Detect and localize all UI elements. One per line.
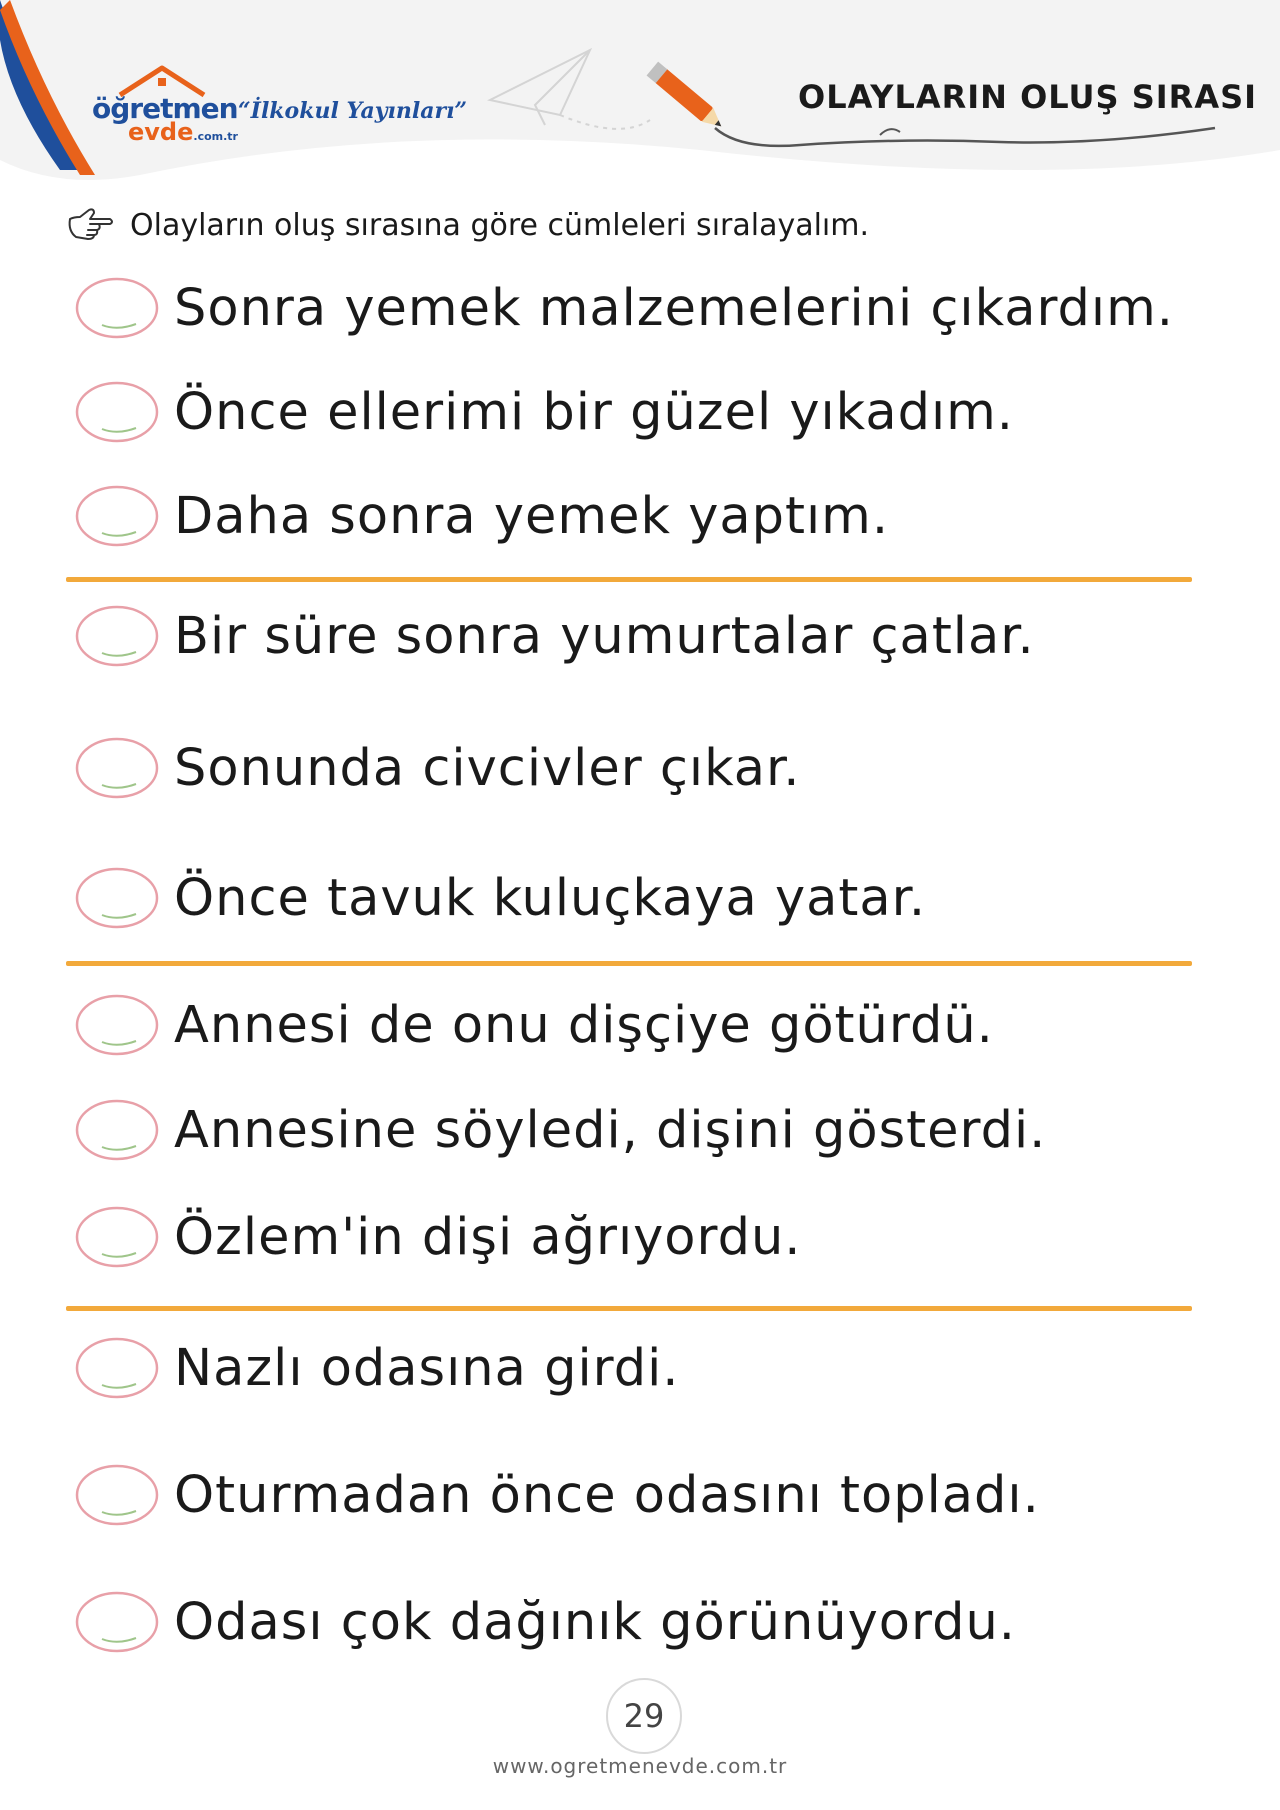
answer-circle[interactable] — [74, 1589, 160, 1655]
sentence-row — [74, 596, 1035, 676]
sentence-row — [74, 476, 889, 556]
answer-circle[interactable] — [74, 1204, 160, 1270]
group-divider — [66, 577, 1192, 582]
publisher-name: “İlkokul Yayınları” — [238, 98, 468, 124]
answer-circle[interactable] — [74, 992, 160, 1058]
group-divider — [66, 1306, 1192, 1311]
instruction — [66, 202, 869, 248]
brand-main-text: öğretmen — [92, 92, 238, 125]
sentence-text: Odası çok dağınık görünüyordu. — [174, 1592, 1016, 1652]
answer-circle[interactable] — [74, 1097, 160, 1163]
answer-circle[interactable] — [74, 1335, 160, 1401]
sentence-text: Oturmadan önce odasını topladı. — [174, 1465, 1040, 1525]
brand-sub-text: evde — [128, 118, 194, 146]
sentence-text: Annesi de onu dişçiye götürdü. — [174, 995, 994, 1055]
brand-domain-text: .com.tr — [193, 130, 238, 143]
sentence-row — [74, 985, 994, 1065]
answer-circle[interactable] — [74, 735, 160, 801]
answer-circle[interactable] — [74, 379, 160, 445]
page-title: OLAYLARIN OLUŞ SIRASI — [798, 78, 1258, 116]
sentence-row — [74, 1197, 801, 1277]
pointing-hand-icon — [66, 205, 116, 245]
sentence-row — [74, 728, 801, 808]
sentence-text: Bir süre sonra yumurtalar çatlar. — [174, 606, 1035, 666]
sentence-text: Sonra yemek malzemelerini çıkardım. — [174, 278, 1174, 338]
page-number: 29 — [606, 1678, 682, 1754]
answer-circle[interactable] — [74, 603, 160, 669]
answer-circle[interactable] — [74, 865, 160, 931]
footer-url: www.ogretmenevde.com.tr — [492, 1754, 788, 1778]
sentence-text: Önce tavuk kuluçkaya yatar. — [174, 868, 927, 928]
sentence-row — [74, 1455, 1040, 1535]
sentence-row — [74, 372, 1014, 452]
sentence-text: Özlem'in dişi ağrıyordu. — [174, 1207, 802, 1267]
sentence-text: Sonunda civcivler çıkar. — [174, 738, 801, 798]
group-divider — [66, 961, 1192, 966]
sentence-row — [74, 268, 1174, 348]
answer-circle[interactable] — [74, 1462, 160, 1528]
instruction-text: Olayların oluş sırasına göre cümleleri sıralayalım. — [130, 207, 870, 243]
sentence-text: Daha sonra yemek yaptım. — [174, 486, 890, 546]
answer-circle[interactable] — [74, 483, 160, 549]
sentence-text: Nazlı odasına girdi. — [174, 1338, 680, 1398]
sentence-text: Önce ellerimi bir güzel yıkadım. — [174, 382, 1015, 442]
answer-circle[interactable] — [74, 275, 160, 341]
brand-logo-sub — [128, 118, 238, 146]
sentence-text: Annesine söyledi, dişini gösterdi. — [174, 1100, 1047, 1160]
sentence-row — [74, 1090, 1046, 1170]
sentence-row — [74, 1582, 1016, 1662]
sentence-row — [74, 1328, 679, 1408]
sentence-row — [74, 858, 926, 938]
